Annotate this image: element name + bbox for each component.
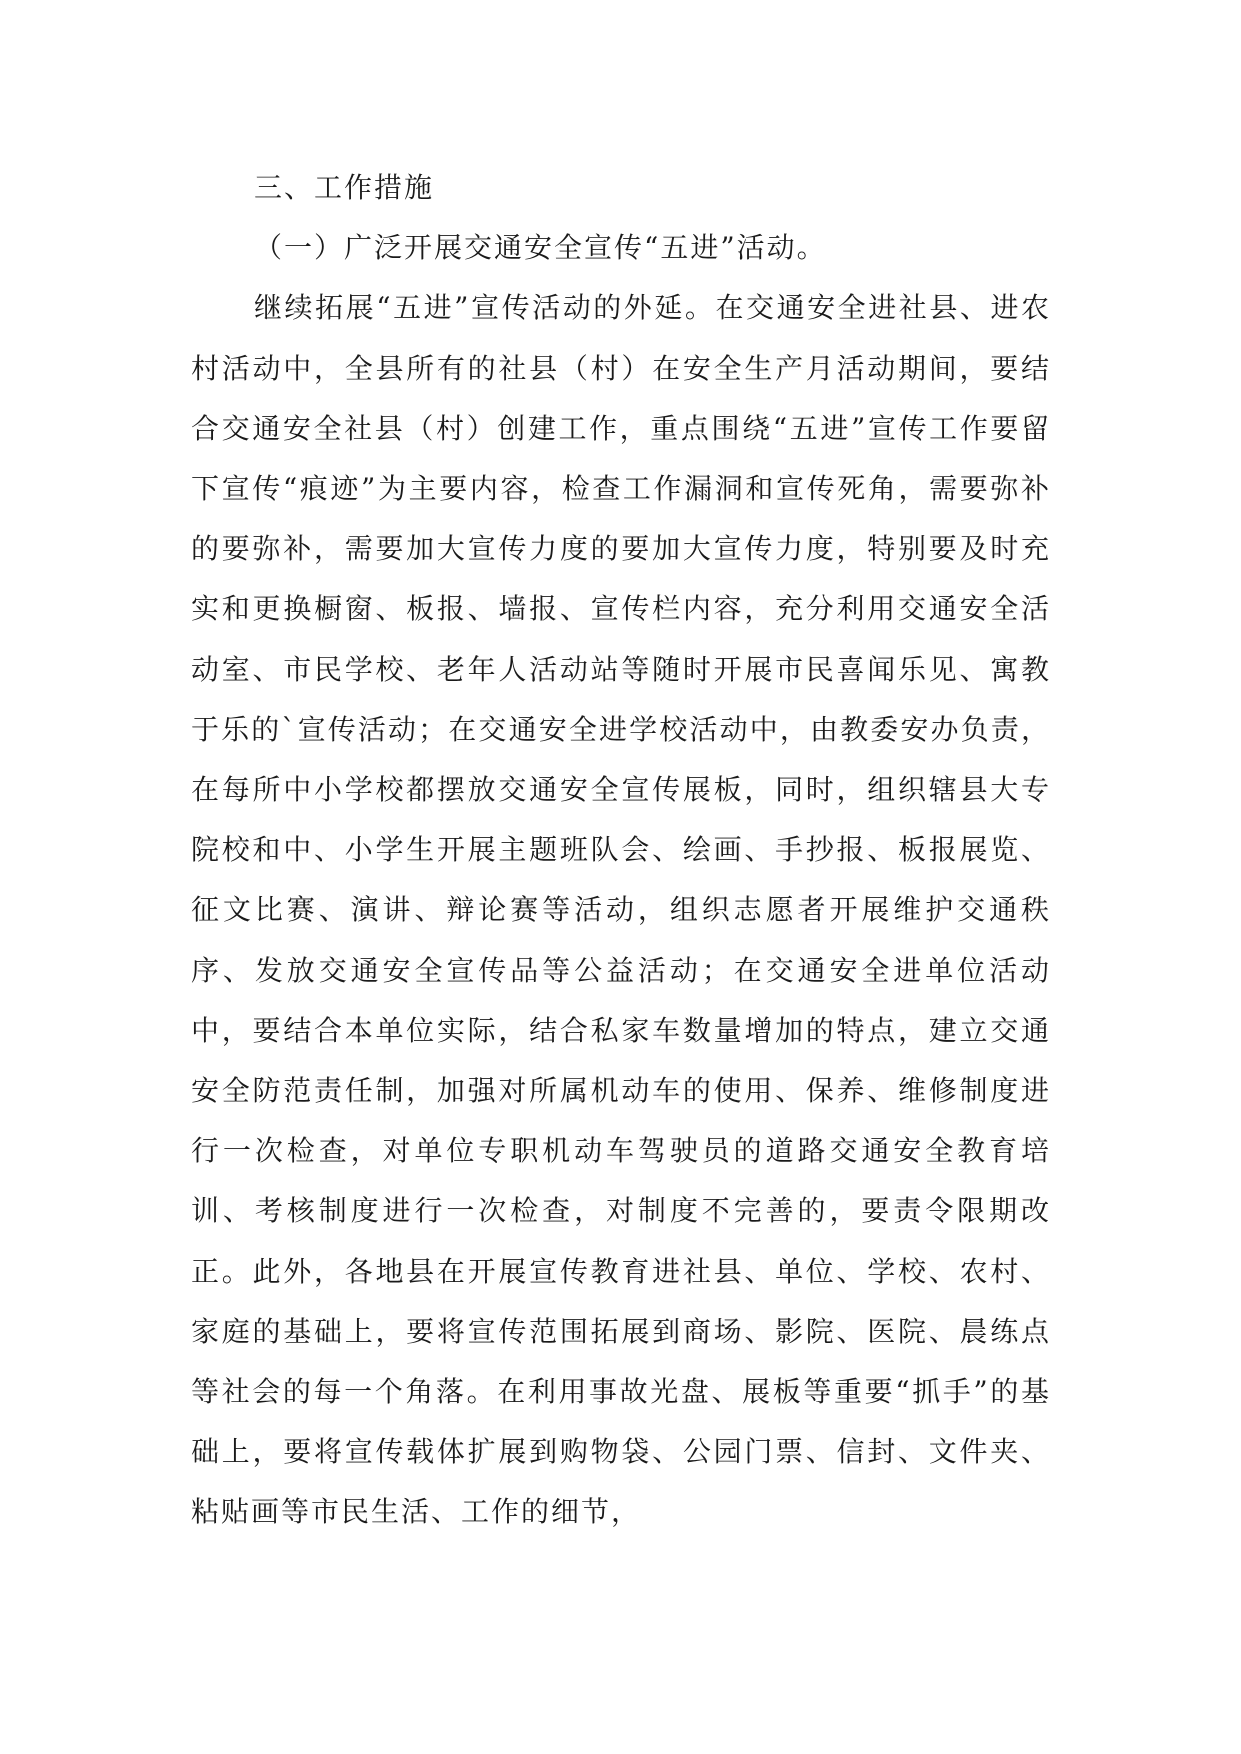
section-heading: 三、工作措施 bbox=[254, 171, 435, 204]
body-paragraph: 继续拓展“五进”宣传活动的外延。在交通安全进社县、进农村活动中，全县所有的社县（村）在安全生产月活动期间，要结合交通安全社县（村）创建工作，重点围绕“五进”宣传工作要留下宣传“痕迹”为主要内容，检查工作漏洞和宣传死角，需要弥补的要弥补，需要加大宣传力度的要加大宣传力度，特别要及时充实和更换橱窗、板报、墙报、宣传栏内容，充分利用交通安全活动室、市民学校、老年人活动站等随时开展市民喜闻乐见、寓教于乐的`宣传活动；在交通安全进学校活动中，由教委安办负责，在每所中小学校都摆放交通安全宣传展板，同时，组织辖县大专院校和中、小学生开展主题班队会、绘画、手抄报、板报展览、征文比赛、演讲、辩论赛等活动，组织志愿者开展维护交通秩序、发放交通安全宣传品等公益活动；在交通安全进单位活动中，要结合本单位实际，结合私家车数量增加的特点，建立交通安全防范责任制，加强对所属机动车的使用、保养、维修制度进行一次检查，对单位专职机动车驾驶员的道路交通安全教育培训、考核制度进行一次检查，对制度不完善的，要责令限期改正。此外，各地县在开展宣传教育进社县、单位、学校、农村、家庭的基础上，要将宣传范围拓展到商场、影院、医院、晨练点等社会的每一个角落。在利用事故光盘、展板等重要“抓手”的基础上，要将宣传载体扩展到购物袋、公园门票、信封、文件夹、粘贴画等市民生活、工作的细节， bbox=[191, 291, 1051, 1529]
document-body bbox=[191, 158, 1051, 1543]
subsection-heading: （一）广泛开展交通安全宣传“五进”活动。 bbox=[254, 231, 827, 265]
